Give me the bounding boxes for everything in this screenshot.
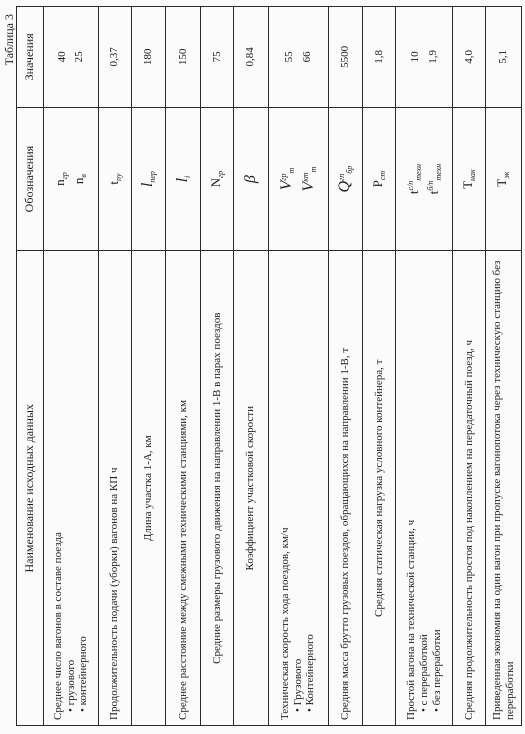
value: 25 (73, 51, 86, 63)
table-header-row (17, 7, 44, 726)
table-row (98, 7, 131, 726)
symbol-cell (44, 107, 99, 251)
symbol: $Q^{гп}_{бр}$ (336, 165, 355, 193)
symbol: $t^{с/п}_{техн}$ (405, 164, 423, 195)
symbol-cell (486, 107, 522, 251)
parameter-name-cell (201, 251, 234, 726)
symbol: $V^{кт}_т$ (299, 166, 318, 192)
value-cell (166, 7, 201, 108)
value: 5,1 (497, 49, 510, 64)
value: 40 (55, 51, 68, 63)
table-row (233, 7, 268, 726)
table-row (44, 7, 99, 726)
symbol-cell (166, 107, 201, 251)
parameter-name-cell (44, 251, 99, 726)
parameter-name-cell (131, 251, 166, 726)
value: 10 (409, 51, 422, 63)
table-row (396, 7, 453, 726)
table-row (363, 7, 396, 726)
table-body (44, 7, 522, 726)
symbol-cell (328, 107, 363, 251)
symbol: $T_{нак}$ (460, 169, 478, 189)
parameter-subitem: • контейнерного (77, 256, 90, 720)
value: 1,9 (426, 49, 439, 64)
parameter-name-cell (268, 251, 328, 726)
value-cell (328, 7, 363, 108)
parameter-name: Средняя продолжительность простоя под накоплением на передаточный поезд, ч (462, 340, 475, 720)
symbol: $t^{б/п}_{техн}$ (425, 163, 443, 195)
parameter-name: Среднее число вагонов в составе поезда (51, 532, 64, 720)
value: 0,84 (244, 47, 257, 67)
symbol: $n_в$ (71, 174, 89, 185)
value-cell (201, 7, 234, 108)
value: 1,8 (372, 49, 385, 64)
parameter-subitem: • с переработкой (418, 256, 431, 720)
parameter-subitem: • Грузового (292, 256, 305, 720)
table-row (268, 7, 328, 726)
table-row (486, 7, 522, 726)
value-cell (453, 7, 486, 108)
symbol: $N_{гр}$ (207, 170, 225, 188)
table-row (453, 7, 486, 726)
value: 4,0 (462, 49, 475, 64)
parameter-name: Средние размеры грузового движения на направлении 1-В в парах поездов (210, 312, 223, 664)
parameter-name: Простой вагона на технической станции, ч (405, 519, 418, 720)
value: 66 (300, 51, 313, 63)
table-row (201, 7, 234, 726)
symbol: $n_{гр}$ (52, 172, 70, 186)
parameter-subitem: • без переработки (431, 256, 444, 720)
parameter-name: Продолжительность подачи (уборки) вагонов на КП ч (108, 467, 121, 720)
source-data-table (16, 6, 522, 726)
parameter-name-cell (453, 251, 486, 726)
parameter-name: Техническая скорость хода поездов, км/ч (279, 527, 292, 720)
value: 55 (282, 51, 295, 63)
symbol-cell (233, 107, 268, 251)
parameter-name-cell (396, 251, 453, 726)
symbol-cell (268, 107, 328, 251)
symbol: β (241, 175, 259, 184)
parameter-name: Средняя масса брутто грузовых поездов, обращающихся на направлении 1-В, т (339, 347, 352, 720)
parameter-name-cell (328, 251, 363, 726)
parameter-name-cell (233, 251, 268, 726)
value: 150 (176, 48, 189, 66)
parameter-name: Длина участка 1-А, км (142, 435, 155, 542)
value-cell (363, 7, 396, 108)
symbol: $l_{пер}$ (139, 171, 158, 188)
table-row (131, 7, 166, 726)
symbol-cell (396, 107, 453, 251)
symbol: $T_{эк}$ (494, 171, 512, 187)
symbol: $t_{пу}$ (105, 173, 123, 185)
value: 0,37 (108, 47, 121, 67)
symbol: $P_{ст}$ (370, 170, 388, 188)
parameter-name: Средняя статическая нагрузка условного контейнера, т (372, 359, 385, 617)
symbol-cell (98, 107, 131, 251)
parameter-subitem: • Контейнерного (304, 256, 317, 720)
value-cell (44, 7, 99, 108)
value: 180 (142, 48, 155, 66)
parameter-name-cell (98, 251, 131, 726)
value-cell (396, 7, 453, 108)
header-symbol: Обозначения (17, 107, 44, 251)
symbol: $V^{гр}_т$ (278, 167, 297, 191)
header-value: Значения (17, 7, 44, 108)
value-cell (98, 7, 131, 108)
parameter-name-cell (363, 251, 396, 726)
parameter-name-cell (486, 251, 522, 726)
value: 75 (210, 51, 223, 63)
parameter-name: Коэффициент участковой скорости (244, 406, 257, 571)
symbol-cell (131, 107, 166, 251)
parameter-name-cell (166, 251, 201, 726)
parameter-name: Приведенная экономия на один вагон при пропуске вагонопотока через техническую станцию без переработки (490, 260, 516, 720)
symbol-cell (201, 107, 234, 251)
parameter-name: Среднее расстояние между смежными техническими станциями, км (176, 400, 189, 720)
table-row (328, 7, 363, 726)
value-cell (131, 7, 166, 108)
value-cell (268, 7, 328, 108)
parameter-subitem: • грузового (65, 256, 78, 720)
symbol: $l_i$ (174, 175, 193, 183)
header-name: Наименование исходных данных (17, 251, 44, 726)
table-caption: Таблица 3 (2, 14, 16, 66)
value: 5500 (339, 45, 352, 68)
value-cell (233, 7, 268, 108)
value-cell (486, 7, 522, 108)
table-row (166, 7, 201, 726)
symbol-cell (453, 107, 486, 251)
symbol-cell (363, 107, 396, 251)
